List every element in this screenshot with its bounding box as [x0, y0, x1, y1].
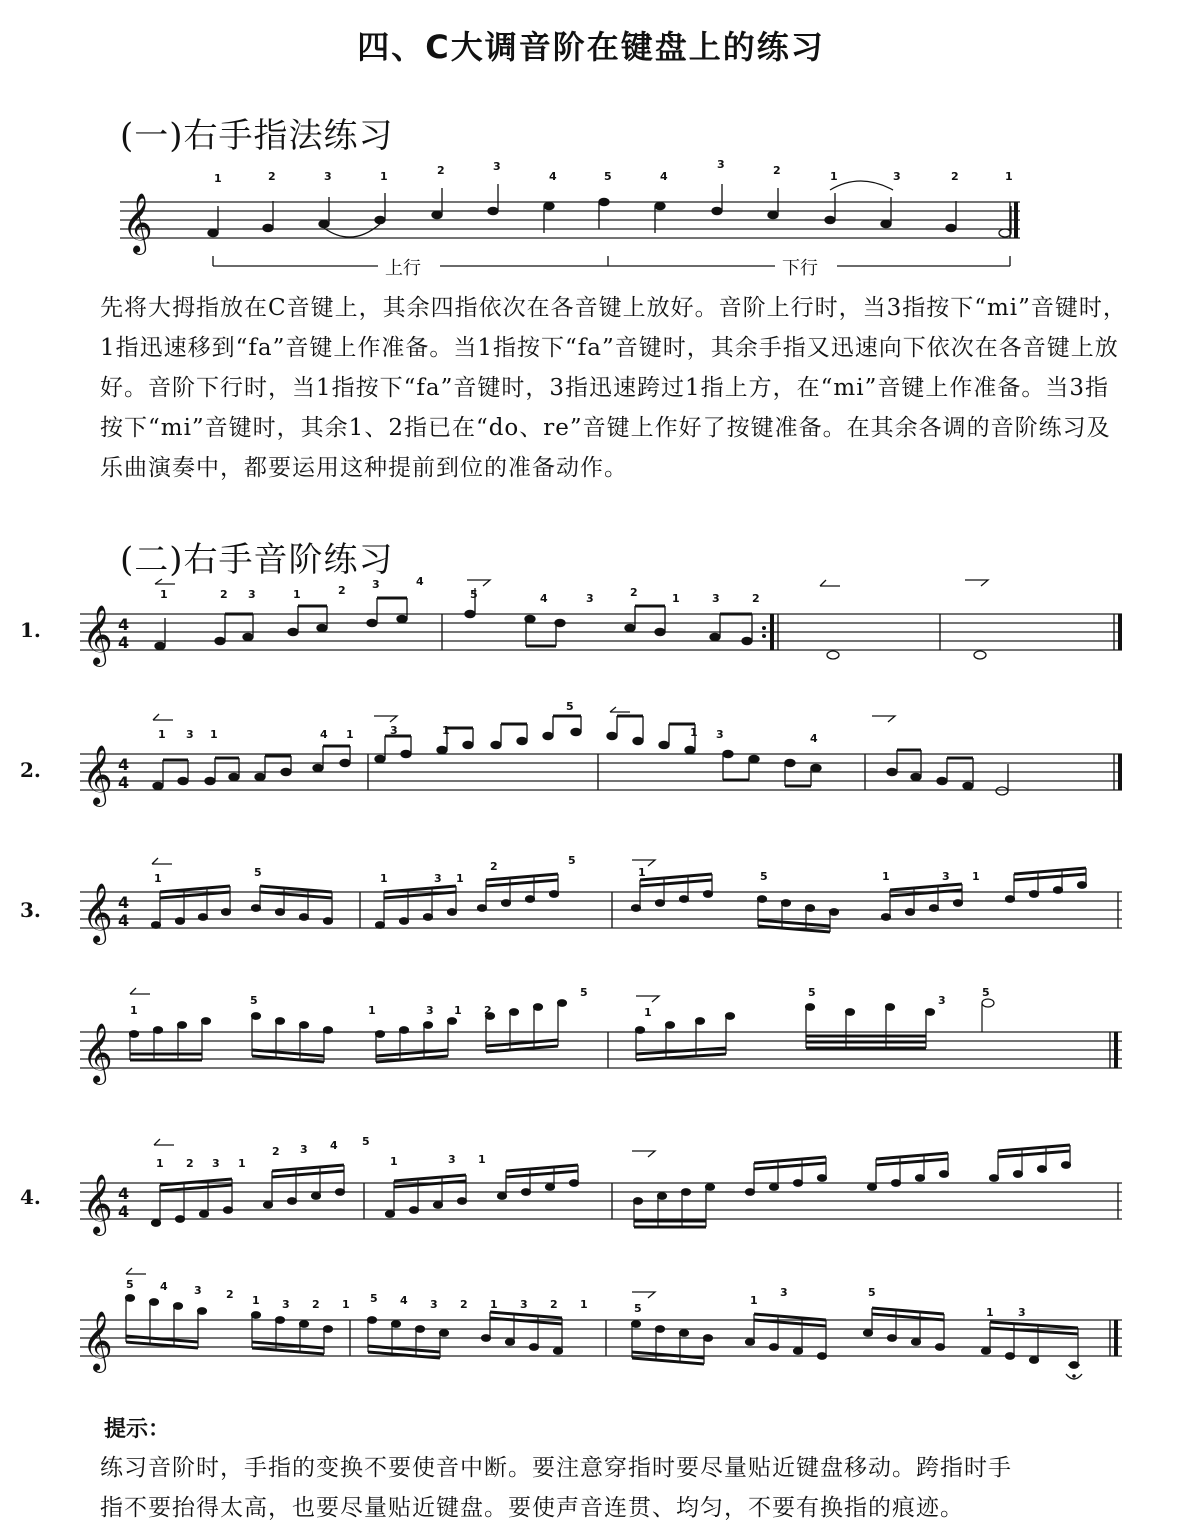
- finger-number: 1: [154, 872, 162, 885]
- section1-heading: (一)右手指法练习: [120, 116, 394, 156]
- finger-number: 1: [238, 1157, 246, 1170]
- finger-number: 3: [430, 1298, 438, 1311]
- finger-number: 5: [604, 170, 612, 183]
- finger-number: 4: [330, 1139, 338, 1152]
- finger-number: 1: [252, 1294, 260, 1307]
- eighth-notes: [153, 716, 1008, 795]
- fingering-numbers: [156, 1135, 486, 1170]
- sixteenth-groups: [130, 999, 995, 1062]
- finger-number: 3: [942, 870, 950, 883]
- finger-number: 4: [660, 170, 668, 183]
- time-signature-bottom: 4: [118, 633, 130, 652]
- finger-number: 4: [160, 1280, 168, 1293]
- fermata-dot: [1072, 1374, 1076, 1378]
- finger-number: 3: [186, 728, 194, 741]
- time-signature-top: 4: [118, 755, 130, 774]
- staff-lines: [80, 1032, 1122, 1068]
- time-signature-top: 4: [118, 615, 130, 634]
- finger-number: 3: [434, 872, 442, 885]
- staff-exercise-4-continued: [50, 1272, 1130, 1402]
- time-signature-bottom: 4: [118, 911, 130, 930]
- finger-number: 5: [362, 1135, 370, 1148]
- finger-number: 5: [982, 986, 990, 999]
- finger-number: 2: [268, 170, 276, 183]
- finger-number: 1: [638, 866, 646, 879]
- finger-number: 3: [493, 160, 501, 173]
- finger-number: 2: [226, 1288, 234, 1301]
- finger-number: 1: [580, 1298, 588, 1311]
- position-marks: [153, 707, 895, 722]
- time-signature-top: 4: [118, 893, 130, 912]
- finger-number: 2: [951, 170, 959, 183]
- finger-number: 3: [324, 170, 332, 183]
- tip-line-1: 练习音阶时，手指的变换不要使音中断。要注意穿指时要尽量贴近键盘移动。跨指时手: [100, 1455, 1012, 1481]
- finger-number: 5: [126, 1278, 134, 1291]
- finger-number: 3: [893, 170, 901, 183]
- finger-number: 1: [672, 592, 680, 605]
- fingering-numbers: [160, 575, 760, 605]
- up-label: 上行: [385, 258, 421, 279]
- position-marks: [152, 858, 655, 866]
- finger-number: 1: [210, 728, 218, 741]
- instruction-paragraph: 先将大拇指放在C音键上，其余四指依次在各音键上放好。音阶上行时，当3指按下“mi”音键时，1指迅速移到“fa”音键上作准备。当1指按下“fa”音键时，其余手指又迅速向下依次在各音键上放好。音阶下行时，当1指按下“fa”音键时，3指迅速跨过1指上方，在“mi”音键上作准备。当3指按下“mi”音键时，其余1、2指已在“do、re”音键上作好了按键准备。在其余各调的音阶练习及乐曲演奏中，都要运用这种提前到位的准备动作。: [100, 295, 1127, 481]
- finger-number: 2: [490, 860, 498, 873]
- finger-number: 3: [300, 1143, 308, 1156]
- time-signature-top: 4: [118, 1184, 130, 1203]
- time-signature-bottom: 4: [118, 1202, 130, 1221]
- finger-number: 3: [586, 592, 594, 605]
- finger-number: 1: [160, 588, 168, 601]
- staff-exercise-3: [50, 850, 1130, 950]
- finger-number: 5: [470, 588, 478, 601]
- finger-number: 4: [549, 170, 557, 183]
- finger-number: 1: [442, 724, 450, 737]
- finger-number: 4: [400, 1294, 408, 1307]
- position-marks: [155, 579, 988, 586]
- finger-number: 5: [250, 994, 258, 1007]
- finger-number: 1: [214, 172, 222, 185]
- finger-number: 5: [568, 854, 576, 867]
- finger-number: 5: [254, 866, 262, 879]
- finger-number: 3: [938, 994, 946, 1007]
- finger-number: 3: [194, 1284, 202, 1297]
- staff-lines: [80, 614, 1122, 650]
- treble-clef-icon: 𝄞: [82, 1023, 113, 1083]
- repeat-dot: [762, 626, 766, 630]
- finger-number: 4: [416, 575, 424, 588]
- staff-exercise-4: [50, 1135, 1130, 1245]
- finger-number: 2: [630, 586, 638, 599]
- tip-title: 提示：: [104, 1417, 171, 1442]
- finger-number: 5: [808, 986, 816, 999]
- staff-lines: [80, 892, 1122, 928]
- direction-bracket: [213, 256, 1010, 266]
- staff-fingering-exercise: [110, 160, 1030, 280]
- staff-exercise-2: [50, 700, 1130, 810]
- finger-number: 1: [156, 1157, 164, 1170]
- staff-lines: [80, 1320, 1122, 1356]
- finger-number: 1: [1005, 170, 1013, 183]
- finger-number: 1: [644, 1006, 652, 1019]
- finger-number: 2: [773, 164, 781, 177]
- finger-number: 1: [456, 872, 464, 885]
- finger-number: 4: [540, 592, 548, 605]
- treble-clef-icon: 𝄞: [82, 1174, 113, 1234]
- finger-number: 3: [780, 1286, 788, 1299]
- finger-number: 5: [370, 1292, 378, 1305]
- finger-number: 1: [380, 170, 388, 183]
- finger-number: 3: [426, 1004, 434, 1017]
- staff-exercise-3-continued: [50, 986, 1130, 1090]
- finger-number: 3: [717, 158, 725, 171]
- finger-number: 1: [346, 728, 354, 741]
- finger-number: 1: [293, 588, 301, 601]
- finger-number: 3: [282, 1298, 290, 1311]
- tip-line-2: 指不要抬得太高，也要尽量贴近键盘。要使声音连贯、均匀，不要有换指的痕迹。: [100, 1495, 964, 1521]
- exercise-label: 3.: [20, 898, 41, 922]
- finger-number: 1: [690, 726, 698, 739]
- slur-fa-mi: [830, 181, 893, 190]
- finger-number: 3: [372, 578, 380, 591]
- treble-clef-icon: 𝄞: [82, 605, 113, 665]
- finger-number: 3: [712, 592, 720, 605]
- fingering-numbers: [158, 700, 818, 745]
- exercise-label: 1.: [20, 618, 41, 642]
- finger-number: 5: [760, 870, 768, 883]
- finger-number: 3: [448, 1153, 456, 1166]
- exercise-label: 2.: [20, 758, 41, 782]
- finger-number: 2: [484, 1004, 492, 1017]
- finger-number: 1: [390, 1155, 398, 1168]
- fingering-numbers: [214, 158, 1013, 185]
- finger-number: 1: [130, 1004, 138, 1017]
- down-label: 下行: [782, 258, 818, 279]
- finger-number: 4: [320, 728, 328, 741]
- finger-number: 1: [986, 1306, 994, 1319]
- finger-number: 1: [478, 1153, 486, 1166]
- finger-number: 3: [390, 724, 398, 737]
- finger-number: 2: [220, 588, 228, 601]
- sixteenth-groups: [152, 1145, 1071, 1227]
- finger-number: 1: [380, 872, 388, 885]
- finger-number: 1: [490, 1298, 498, 1311]
- finger-number: 5: [634, 1302, 642, 1315]
- finger-number: 2: [186, 1157, 194, 1170]
- finger-number: 2: [338, 584, 346, 597]
- position-marks: [154, 1139, 655, 1157]
- time-signature-bottom: 4: [118, 773, 130, 792]
- finger-number: 2: [550, 1298, 558, 1311]
- position-marks: [126, 1268, 655, 1298]
- finger-number: 1: [972, 870, 980, 883]
- finger-number: 1: [750, 1294, 758, 1307]
- slur-mi-fa: [324, 224, 380, 237]
- finger-number: 2: [312, 1298, 320, 1311]
- finger-number: 1: [368, 1004, 376, 1017]
- staff-exercise-1: [50, 576, 1130, 672]
- finger-number: 5: [868, 1286, 876, 1299]
- finger-number: 1: [158, 728, 166, 741]
- finger-number: 1: [454, 1004, 462, 1017]
- finger-number: 3: [1018, 1306, 1026, 1319]
- repeat-dot: [762, 634, 766, 638]
- section2-heading: (二)右手音阶练习: [120, 540, 394, 580]
- finger-number: 3: [248, 588, 256, 601]
- finger-number: 2: [460, 1298, 468, 1311]
- finger-number: 1: [342, 1298, 350, 1311]
- finger-number: 4: [810, 732, 818, 745]
- treble-clef-icon: 𝄞: [122, 193, 153, 253]
- finger-number: 5: [566, 700, 574, 713]
- finger-number: 1: [882, 870, 890, 883]
- sixteenth-groups: [126, 1295, 1081, 1369]
- staff-lines: [80, 1183, 1122, 1219]
- page-title: 四、C大调音阶在键盘上的练习: [357, 28, 825, 66]
- finger-number: 1: [830, 170, 838, 183]
- finger-number: 5: [580, 986, 588, 999]
- finger-number: 2: [272, 1145, 280, 1158]
- treble-clef-icon: 𝄞: [82, 883, 113, 943]
- finger-number: 3: [520, 1298, 528, 1311]
- finger-number: 3: [716, 728, 724, 741]
- treble-clef-icon: 𝄞: [82, 745, 113, 805]
- fingering-numbers: [126, 1278, 1026, 1319]
- fingering-numbers: [154, 854, 980, 885]
- treble-clef-icon: 𝄞: [82, 1311, 113, 1371]
- finger-number: 3: [212, 1157, 220, 1170]
- exercise-label: 4.: [20, 1185, 41, 1209]
- finger-number: 2: [752, 592, 760, 605]
- finger-number: 2: [437, 164, 445, 177]
